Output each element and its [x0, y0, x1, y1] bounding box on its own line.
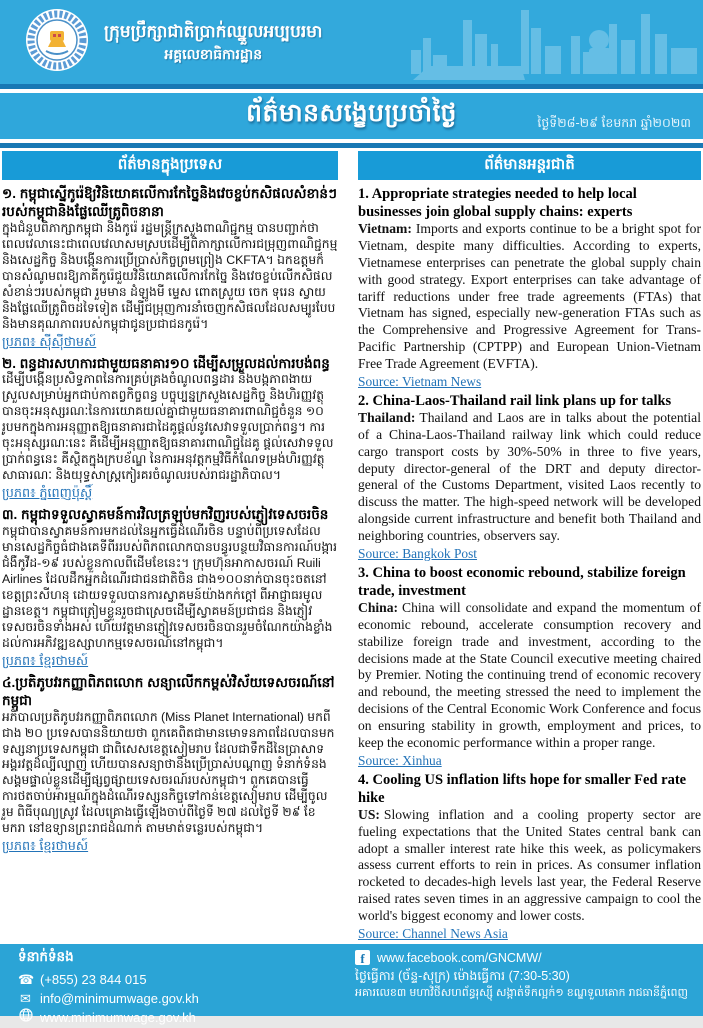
banner-date: ថ្ងៃទី២៨-២៩ ខែមករា ឆ្នាំ២០២៣: [537, 116, 691, 130]
article-title: 3. China to boost economic rebound, stabilize foreign trade, investment: [358, 564, 686, 599]
international-article-4: [358, 771, 701, 944]
article-body: ដើម្បីបង្កើនប្រសិទ្ធភាពនៃការគ្រប់គ្រងចំណូលពន្ធដារ និងបង្កភាពងាយស្រួលសម្រាប់អ្នកជាប់កាតព្វកិច្ចពន្ធ បច្ចុប្បន្នក្រសួងសេដ្ឋកិច្ច និងហិរញ្ញវត្ថុ បានចុះអនុស្សរណៈនៃការយោគយល់គ្នាជាមួយធនាគារពាណិជ្ជចំនួន ១០ រូបមកក្នុងការអនុញ្ញាតឱ្យធនាគារជាដៃគូផ្តល់នូវសេវាទទួលប្រាក់ពន្ធ។ ការចុះអនុស្សរណៈនេះ គឺដើម្បីអនុញ្ញាតឱ្យធនាគារពាណិជ្ជដៃគូ ផ្តល់សេវាទទួលប្រាក់ពន្ធនេះ គឺស្ថិតក្នុងក្របខ័ណ្ឌ នៃការអនុវត្តកម្មវិធីកំណែទម្រង់ហិរញ្ញវត្ថុសាធារណៈ និងយុទ្ធសាស្ត្រកៀរគរចំណូលរបស់រាជរដ្ឋាភិបាល។: [2, 372, 334, 483]
phone-icon: ☎: [18, 971, 35, 987]
facebook-icon: f: [355, 950, 370, 965]
source-link[interactable]: ប្រភព៖ ខ្មែរថាមស៍: [2, 652, 89, 668]
article-title: ៤.ប្រតិភូបវរកញ្ញាពិភពលោក សន្យាលើកកម្ពស់វិស័យទេសចរណ៍នៅកម្ពុជា: [2, 674, 335, 708]
masthead: [0, 0, 703, 84]
article-body: អភិបាលប្រតិភូបវរកញ្ញាពិភពលោក (Miss Planet International) មកពីជាង ២០ ប្រទេសបាននិយាយថា ពួកគេពិតជាមានមោទនភាពដែលបានមក ទស្សនាប្រទេសកម្ពុជា ជាពិសេសខេត្តសៀមរាប ដែលជាទឹកដីនៃប្រាសាទអង្គរវត្តដ៏ល្បីល្បាញ ហើយបានសន្យាថានឹងប្រើប្រាស់បណ្តាញ ទំនាក់ទំនងសង្គមផ្ទាល់ខ្លួនដើម្បីផ្សព្វផ្សាយទេសចរណ៍របស់កម្ពុជា។ ពួកគេបានធ្វើការថតចាប់អារម្មណ៍ក្នុងដំណើរទស្សនកិច្ចទៅកាន់ខេត្តសៀមរាប ដើម្បីចូលរួម ពិធីបុណ្យស្រូវ ដែលគ្រោងធ្វើឡើងចាប់ពីថ្ងៃទី ២៧ ដល់ថ្ងៃទី ២៩ ខែមករា នៅឧទ្យានព្រះរាជដំណាក់ តាមមាត់ទន្លេរបស់កម្ពុជា។: [2, 709, 335, 836]
contact-heading: ទំនាក់ទំនង: [18, 948, 74, 964]
source-link[interactable]: ប្រភព៖ ខ្មែរថាមស៍: [2, 838, 89, 854]
article-title: ៣. កម្ពុជាទទួលស្វាគមន៍ការវិលត្រឡប់មកវិញរបស់ភ្ញៀវទេសចរចិន: [2, 507, 329, 523]
banner-title: ព័ត៌មានសង្ខេបប្រចាំថ្ងៃ: [246, 99, 457, 127]
domestic-article-1: [2, 185, 338, 355]
article-lead: China:: [358, 599, 399, 615]
source-link[interactable]: Source: Bangkok Post: [358, 545, 478, 561]
article-body: Thailand: Thailand and Laos are in talks about the potential of a China-Laos-Thailand railway link which could reduce cargo transport costs by 30%-50% in three to five years, deputy director-general of the DRT and deputy director-general of the Customs Department, visited Laos recently to discuss the matter. The high-speed network will be developed alongside current infrastructure and benefit both Thailand and neighboring countries, observers say.: [358, 409, 701, 543]
article-title: 2. China-Laos-Thailand rail link plans up for talks: [358, 392, 672, 409]
org-name-line1: ក្រុមប្រឹក្សាជាតិប្រាក់ឈ្នួលអប្បបរមា: [104, 22, 323, 42]
article-title: ១. កម្ពុជាស្នើកូរ៉េឱ្យវិនិយោគលើការកែច្នៃនិងវេចខ្ចប់កសិផលសំខាន់ៗ របស់កម្ពុជានិងផ្លែឈើត្រូពិចនានា: [2, 186, 337, 219]
news-columns: [0, 151, 703, 944]
daily-summary-banner: [0, 93, 703, 139]
domestic-article-2: [2, 355, 338, 507]
website-link[interactable]: www.minimumwage.gov.kh: [40, 1009, 196, 1025]
article-body: US: Slowing inflation and a cooling property sector are fueling expectations that the United States central bank can adopt a smaller interest rate hike this week, as policymakers assess current efforts to rein in prices. As consumer inflation rocketed to decades-high levels last year, the Federal Reserve raised rates seven times in an aggressive campaign to cool the world's biggest economy and lower costs.: [358, 806, 701, 923]
email-link[interactable]: info@minimumwage.gov.kh: [40, 990, 199, 1006]
article-body: កម្ពុជាបានស្វាគមន៍ការមកដល់នៃអ្នកធ្វើដំណើរចិន បន្ទាប់ពីប្រទេសដែលមានសេដ្ឋកិច្ចធំជាងគេទីពីររបស់ពិភពលោកបានបន្ធូរបន្ថយវិធានការណ៍បង្ការជំងឺកូវីដ-១៩ របស់ខ្លួនកាលពីដើមខែនេះ។ ក្រុមហ៊ុនអាកាសចរណ៍ Ruili Airlines ដែលដឹកអ្នកដំណើរជាជនជាតិចិន ជាង១០០នាក់បានចុះចតនៅខេត្តព្រះសីហនុ ដោយទទួលបានការស្វាគមន៍យ៉ាងកក់ក្តៅ ពីអាជ្ញាធរមូលដ្ឋានខេត្ត។ កម្ពុជាត្រៀមខ្លួនរួចជាស្រេចដើម្បីស្វាគមន៍ប្រជាជន និងភ្ញៀវទេសចរចិនទាំងអស់ ហើយវត្តមានភ្ញៀវទេសចរចិនបានរួមចំណែកយ៉ាងខ្លាំងដល់ការអភិវឌ្ឍឧស្សាហកម្មទេសចរណ៍នៅកម្ពុជា។: [2, 524, 338, 650]
source-link[interactable]: ប្រភព៖ ស៊ីស៊ីថាមស៍: [2, 333, 97, 349]
org-name: [104, 19, 322, 64]
office-address: អគារលេខ៣ មហាវិថីសហព័ន្ធរុស្ស៊ី សង្កាត់ទឹកល្អក់១ ខណ្ឌទួលគោក រាជធានីភ្នំពេញ: [355, 986, 688, 999]
article-title: ២. ពន្ធដារសហការជាមួយធនាគារ១០ ដើម្បីសម្រួលដល់ការបង់ពន្ធ: [2, 355, 330, 371]
footer-info-block: [355, 944, 703, 1016]
domestic-column-header: ព័ត៌មានក្នុងប្រទេស: [2, 151, 338, 180]
international-article-2: [358, 392, 701, 564]
org-logo-icon: [24, 7, 90, 78]
source-link[interactable]: Source: Vietnam News: [358, 373, 482, 389]
article-lead: Vietnam:: [358, 221, 412, 237]
domestic-article-4: [2, 674, 338, 860]
article-body: China: China will consolidate and expand the momentum of economic rebound, accelerate consumption recovery and stabilize foreign trade and investment, according to the decisions made at the State Council executive meeting chaired by Premier. Noting the continuing trend of economic recovery and rebound, the meeting stressed the need to implement the decisions of the Central Economic Work Conference and focus on ensuring stability in growth, employment and prices, to keep the economic performance within a proper range.: [358, 599, 701, 750]
domestic-article-3: [2, 506, 338, 674]
email-icon: ✉: [20, 990, 31, 1006]
phone-link[interactable]: (+855) 23 844 015: [40, 971, 147, 987]
international-column-header: ព័ត៌មានអន្តរជាតិ: [358, 151, 701, 180]
international-news-column: [355, 151, 703, 944]
working-hours: ថ្ងៃធ្វើការ (ច័ន្ទ-សុក្រ) ម៉ោងធ្វើការ (7:30-5:30): [355, 968, 570, 983]
footer-contact-block: [0, 944, 341, 1025]
source-link[interactable]: Source: Channel News Asia: [358, 925, 508, 941]
city-skyline-graphic: [403, 0, 703, 84]
globe-icon: [18, 1008, 33, 1028]
footer: [0, 944, 703, 1025]
article-lead: US:: [358, 806, 380, 822]
article-lead: Thailand:: [358, 409, 416, 425]
article-body: ក្នុងជំនួបពិភាក្សាកម្ពុជា និងកូរ៉េ រដ្ឋមន្ត្រីក្រសួងពាណិជ្ជកម្ម បានបញ្ជាក់ថា ពេលវេលានេះជាពេលវេលាសមស្របដើម្បីពិភាក្សាលើការជម្រុញពាណិជ្ជកម្ម និងសេដ្ឋកិច្ច និងបង្កើនការប្រើប្រាស់កិច្ចព្រមព្រៀង CKFTA។ ឯកឧត្តមក៏បានសំណូមពរឱ្យភាគីកូរ៉េជួយវិនិយោគលើការកែច្នៃ និងវេចខ្ចប់លើកសិផលសំខាន់ៗរបស់កម្ពុជា រួមមាន ដំឡូងមី ម្ទេស ពោតស្រួយ ចេក ទុរេន ស្វាយ និងផ្លែឈើត្រូពិចដទៃទៀត ដើម្បីជម្រុញការនាំចេញកសិផលដែលសម្បូរបែប និងមានគុណភាពរបស់កម្ពុជាជូនប្រជាជនកូរ៉េ។: [2, 220, 338, 331]
international-article-3: [358, 564, 701, 771]
domestic-news-column: [0, 151, 341, 944]
column-gutter: [341, 151, 355, 944]
article-title: 1. Appropriate strategies needed to help local businesses join global supply chains: experts: [358, 186, 637, 221]
international-article-1: [358, 185, 701, 392]
facebook-link[interactable]: www.facebook.com/GNCMW/: [377, 950, 542, 965]
article-title: 4. Cooling US inflation lifts hope for smaller Fed rate hike: [358, 771, 687, 806]
source-link[interactable]: ប្រភព៖ ភ្នំពេញប៉ុស្តិ៍: [2, 485, 93, 501]
org-name-line2: អគ្គលេខាធិការដ្ឋាន: [164, 45, 263, 62]
article-body: Vietnam: Imports and exports continue to be a bright spot for Vietnam, despite many difficulties. According to experts, Vietnamese enterprises can penetrate the global supply chain with good strategy. Export enterprises can take advantage of tariff reductions under free trade agreements (FTAs) that Vietnam has signed, especially new-generation FTAs such as the Comprehensive and Progressive Agreement for Trans-Pacific Partnership (CPTPP) and European Union-Vietnam Free Trade Agreement (EVFTA).: [358, 221, 701, 371]
source-link[interactable]: Source: Xinhua: [358, 752, 442, 768]
